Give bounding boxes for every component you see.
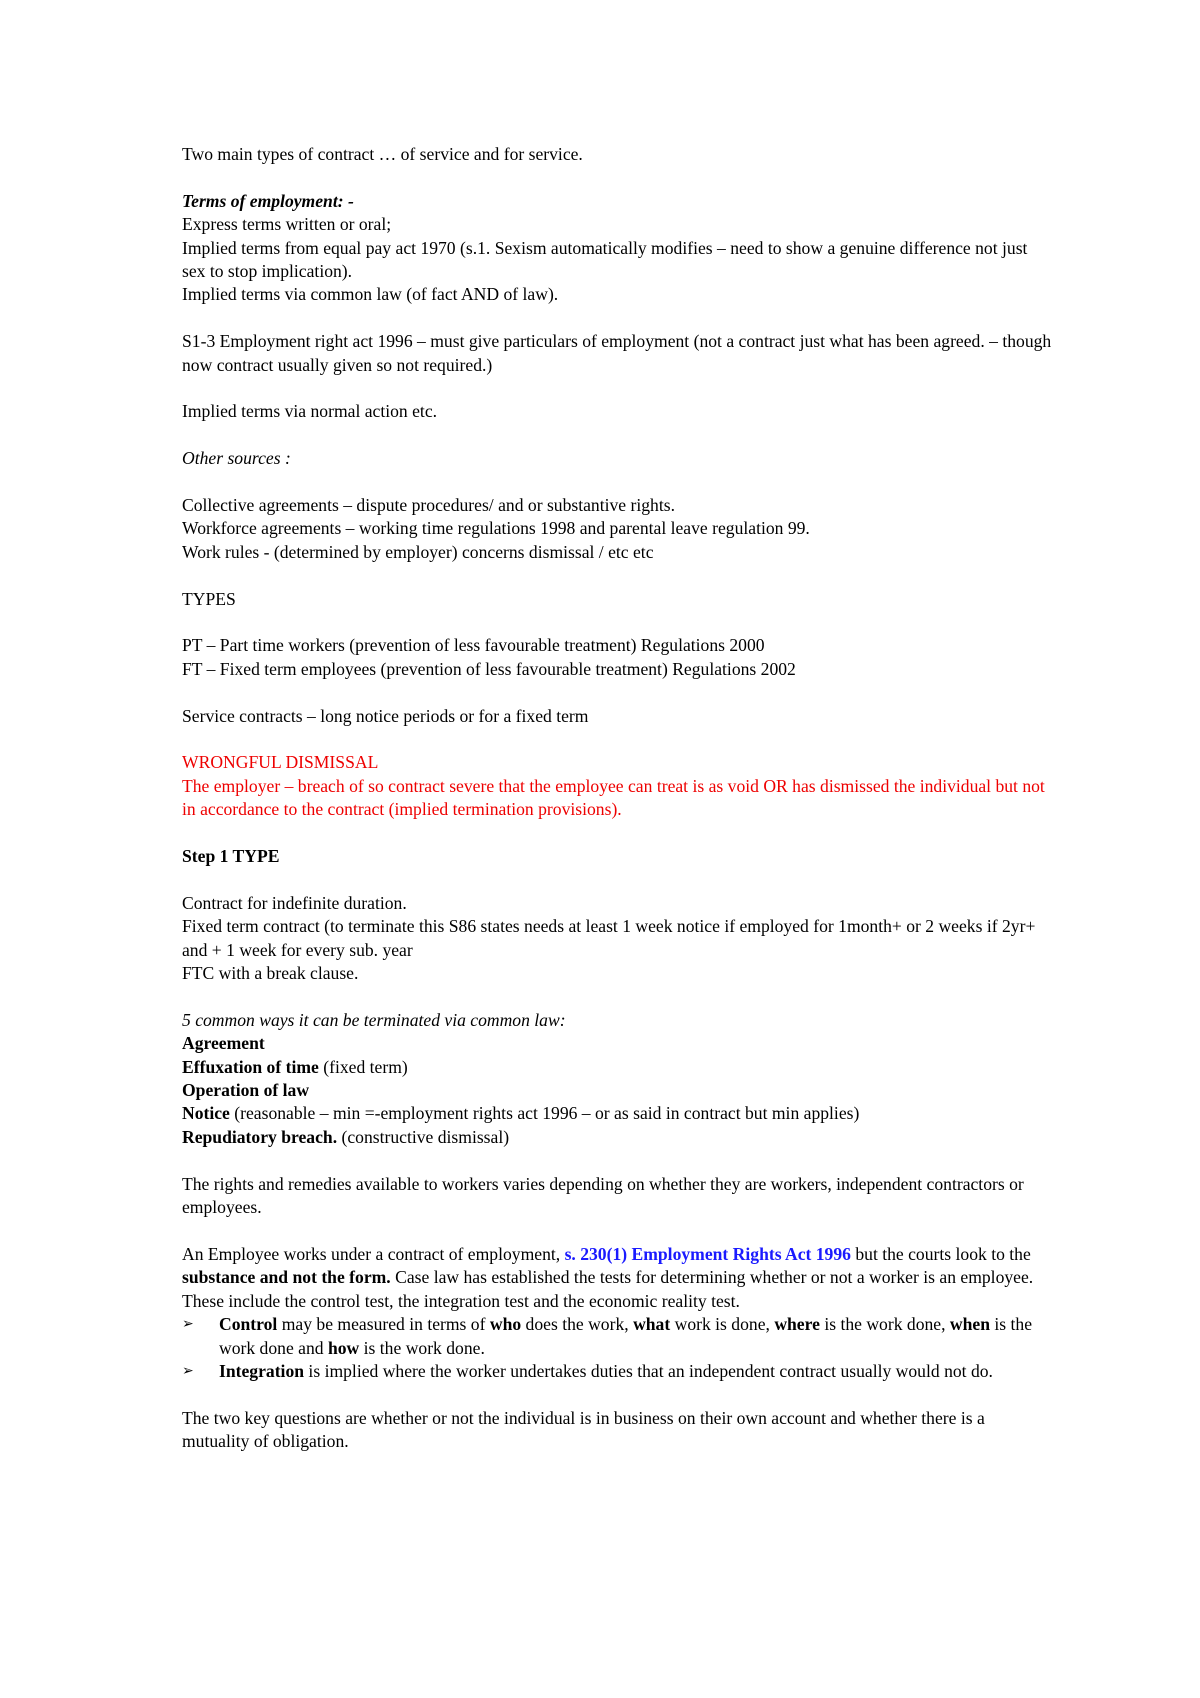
way-item: Repudiatory breach. (constructive dismissal) <box>182 1126 510 1147</box>
step1-line: FTC with a break clause. <box>182 963 359 984</box>
tests-list <box>182 1313 1052 1383</box>
terms-line: Implied terms from equal pay act 1970 (s.1. Sexism automatically modifies – need to show a genuine difference not just sex to stop implication). <box>182 237 1028 282</box>
terms-line: Express terms written or oral; <box>182 214 392 235</box>
arrow-bullet-icon: ➢ <box>182 1316 194 1333</box>
service-contracts-line: Service contracts – long notice periods or for a fixed term <box>182 705 589 726</box>
other-sources-line: Work rules - (determined by employer) concerns dismissal / etc etc <box>182 541 654 562</box>
statute-reference: s. 230(1) Employment Rights Act 1996 <box>564 1243 851 1264</box>
step1-heading: Step 1 TYPE <box>182 846 280 867</box>
arrow-bullet-icon: ➢ <box>182 1362 194 1379</box>
other-sources-line: Collective agreements – dispute procedures/ and or substantive rights. <box>182 495 675 516</box>
way-item: Effuxation of time (fixed term) <box>182 1056 408 1077</box>
wrongful-dismissal-text: The employer – breach of so contract severe that the employee can treat is as void OR has dismissed the individual but not in accordance to the contract (implied termination provisions). <box>182 775 1045 820</box>
step1-line: Fixed term contract (to terminate this S86 states needs at least 1 week notice if employed for 1month+ or 2 weeks if 2yr+ and + 1 week for every sub. year <box>182 916 1036 960</box>
terms-heading: Terms of employment: - <box>182 190 354 211</box>
types-line: PT – Part time workers (prevention of less favourable treatment) Regulations 2000 <box>182 635 765 656</box>
intro-paragraph: Two main types of contract … of service and for service. <box>182 144 583 164</box>
other-sources-heading: Other sources : <box>182 448 291 469</box>
way-item: Notice (reasonable – min =-employment rights act 1996 – or as said in contract but min applies) <box>182 1103 860 1124</box>
ways-heading: 5 common ways it can be terminated via common law: <box>182 1009 566 1030</box>
way-item: Agreement <box>182 1033 265 1054</box>
rights-paragraph: The rights and remedies available to workers varies depending on whether they are workers, independent contractors or employees. <box>182 1173 1024 1218</box>
wrongful-dismissal-heading: WRONGFUL DISMISSAL <box>182 752 379 773</box>
list-item: ➢ Control may be measured in terms of who does the work, what work is done, where is the work done, when is the work done and how is the work done. <box>182 1314 1033 1358</box>
document-page <box>182 143 1052 1454</box>
list-item: ➢ Integration is implied where the worker undertakes duties that an independent contract usually would not do. <box>182 1360 1052 1383</box>
s13-paragraph: S1-3 Employment right act 1996 – must give particulars of employment (not a contract just what has been agreed. – though now contract usually given so not required.) <box>182 331 1052 375</box>
terms-line: Implied terms via common law (of fact AND of law). <box>182 284 559 305</box>
step1-line: Contract for indefinite duration. <box>182 892 407 913</box>
employee-paragraph: An Employee works under a contract of employment, s. 230(1) Employment Rights Act 1996 but the courts look to the substance and not the form. Case law has established the tests for determining whether or not a worker is an employee. These include the control test, the integration test and the economic reality test. <box>182 1243 1034 1311</box>
closing-paragraph: The two key questions are whether or not the individual is in business on their own account and whether there is a mutuality of obligation. <box>182 1407 985 1452</box>
way-item: Operation of law <box>182 1080 310 1101</box>
implied-normal-paragraph: Implied terms via normal action etc. <box>182 401 438 422</box>
other-sources-line: Workforce agreements – working time regulations 1998 and parental leave regulation 99. <box>182 518 810 539</box>
types-heading: TYPES <box>182 588 236 609</box>
types-line: FT – Fixed term employees (prevention of less favourable treatment) Regulations 2002 <box>182 658 796 679</box>
